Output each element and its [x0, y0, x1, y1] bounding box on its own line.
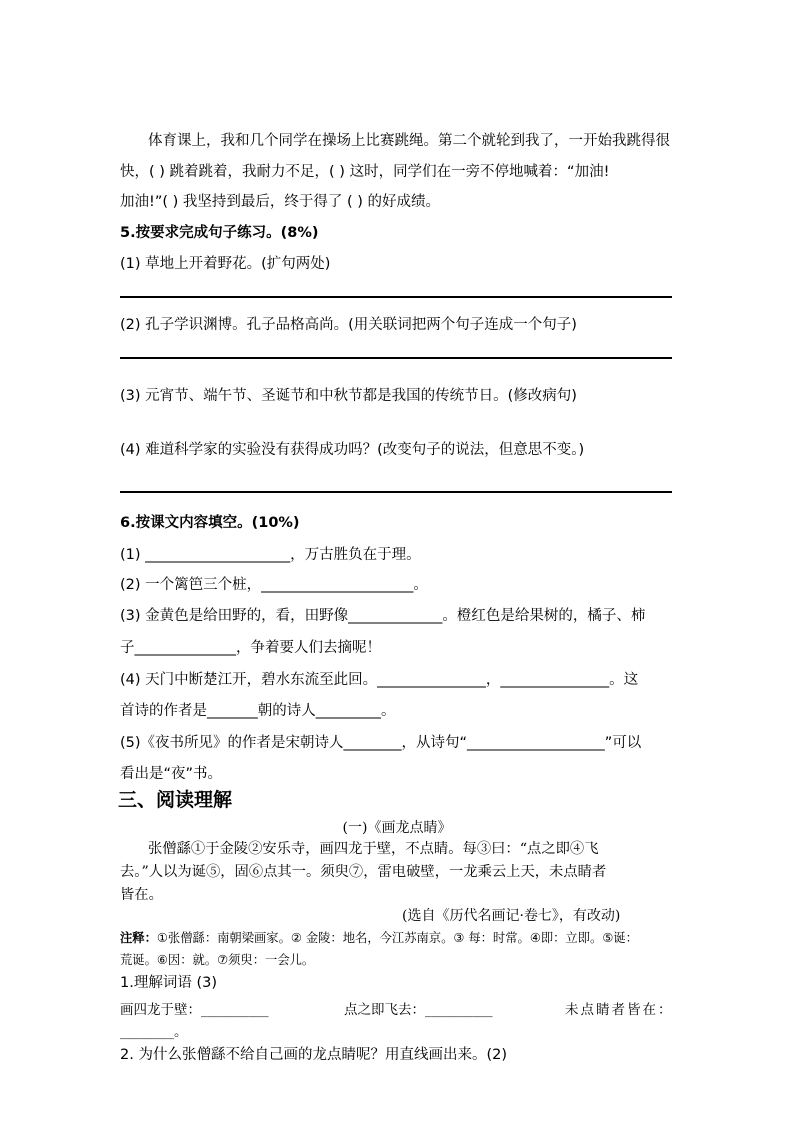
- notes-line-2: 荒诞。⑥因：就。⑦须臾：一会儿。: [120, 953, 315, 967]
- q6-title: 6.按课文内容填空。(10%): [120, 515, 300, 531]
- answer-line-2[interactable]: [120, 357, 672, 359]
- reading-q2-title: 2. 为什么张僧繇不给自己画的龙点睛呢？用直线画出来。(2): [120, 1047, 507, 1063]
- q6-line-2: (2) 一个篱笆三个桩，_____________________。: [120, 577, 428, 593]
- q5-item-2: (2) 孔子学识渊博。孔子品格高尚。(用关联词把两个句子连成一个句子): [120, 317, 577, 333]
- reading-q1-a: 画四龙于壁：__________: [120, 1002, 269, 1018]
- reading-q1-c-blank: ________。: [120, 1024, 188, 1040]
- story-text-2: 去。”人以为诞⑤，固⑥点其一。须臾⑦，雷电破壁，一龙乘云上天，未点睛者: [120, 864, 607, 880]
- q6-line-5: (4) 天门中断楚江开，碧水东流至此回。_______________，_______________。这: [120, 672, 639, 688]
- q6-line-7: (5)《夜书所见》的作者是宋朝诗人________，从诗句“___________________”可以: [120, 735, 642, 751]
- story-text-1: 张僧繇①于金陵②安乐寺，画四龙于壁，不点睛。每③曰：“点之即④飞: [148, 841, 599, 857]
- q5-item-3: (3) 元宵节、端午节、圣诞节和中秋节都是我国的传统节日。(修改病句): [120, 388, 577, 404]
- story-source: (选自《历代名画记·卷七》，有改动): [402, 908, 621, 924]
- q6-line-8: 看出是“夜”书。: [120, 766, 223, 782]
- answer-line-3[interactable]: [120, 491, 672, 493]
- q6-line-6: 首诗的作者是_______朝的诗人_________。: [120, 703, 396, 719]
- notes-label: 注释：: [120, 931, 157, 945]
- passage-line-2: 快，( ) 跳着跳着，我耐力不足，( ) 这时，同学们在一旁不停地喊着：“加油!: [120, 164, 610, 180]
- section-heading: 三、阅读理解: [118, 789, 233, 811]
- q5-item-4: (4) 难道科学家的实验没有获得成功吗？(改变句子的说法，但意思不变。): [120, 442, 585, 458]
- passage-line-3: 加油!”( ) 我坚持到最后，终于得了 ( ) 的好成绩。: [120, 194, 440, 210]
- passage-line-1: 体育课上，我和几个同学在操场上比赛跳绳。第二个就轮到我了，一开始我跳得很: [148, 133, 670, 149]
- reading-q1-b: 点之即飞去：__________: [344, 1002, 493, 1018]
- answer-line-1[interactable]: [120, 296, 672, 298]
- q5-item-1: (1) 草地上开着野花。(扩句两处): [120, 256, 331, 272]
- q5-title: 5.按要求完成句子练习。(8%): [120, 225, 319, 241]
- story-text-3: 皆在。: [120, 887, 163, 903]
- notes-text-1: ①张僧繇：南朝梁画家。② 金陵：地名，今江苏南京。③ 每：时常。④即：立即。⑤诞：: [156, 931, 638, 945]
- q6-line-1: (1) ____________________，万古胜负在于理。: [120, 547, 421, 563]
- story-subtitle: (一)《画龙点睛》: [342, 820, 452, 836]
- q6-line-3: (3) 金黄色是给田野的，看，田野像_____________。橙红色是给果树的，橘子、柿: [120, 608, 646, 624]
- q6-line-4: 子______________，争着要人们去摘呢！: [120, 640, 381, 656]
- reading-q1-c: 未点睛者皆在：: [565, 1002, 674, 1018]
- reading-q1-title: 1.理解词语 (3): [120, 975, 217, 991]
- notes-line-1: [120, 928, 638, 948]
